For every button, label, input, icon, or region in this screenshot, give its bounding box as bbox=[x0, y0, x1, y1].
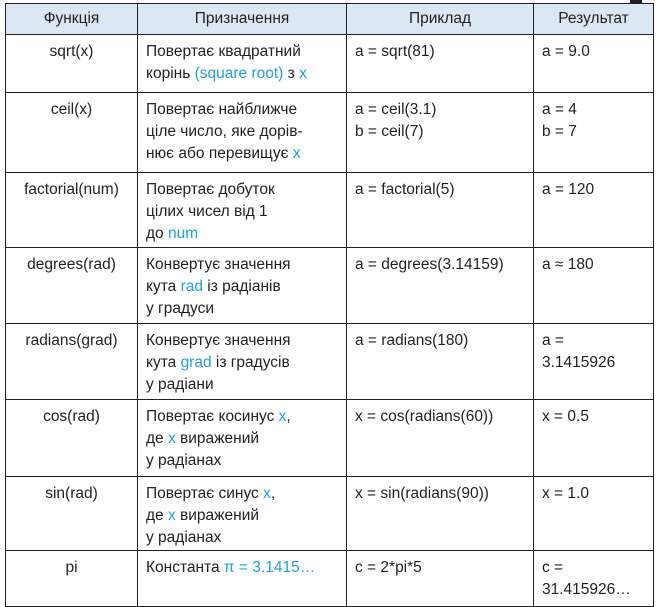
function-cell: sqrt(x) bbox=[6, 35, 138, 93]
header-purpose: Призначення bbox=[138, 4, 347, 35]
example-cell: a = sqrt(81) bbox=[347, 35, 534, 93]
example-cell: x = cos(radians(60)) bbox=[347, 400, 534, 477]
result-cell: a = 4 b = 7 bbox=[534, 93, 654, 173]
purpose-cell: Повертає косинус x, де x виражений у радіанах bbox=[138, 400, 347, 477]
math-functions-table bbox=[5, 3, 654, 607]
function-cell: radians(grad) bbox=[6, 324, 138, 400]
example-cell: a = degrees(3.14159) bbox=[347, 248, 534, 324]
table-row bbox=[6, 173, 654, 248]
example-cell: c = 2*pi*5 bbox=[347, 551, 534, 607]
purpose-cell: Повертає синус x, де x виражений у радіанах bbox=[138, 477, 347, 551]
table-row bbox=[6, 248, 654, 324]
function-cell: cos(rad) bbox=[6, 400, 138, 477]
example-cell: a = factorial(5) bbox=[347, 173, 534, 248]
purpose-cell: Конвертує значення кута grad із градусів у радіани bbox=[138, 324, 347, 400]
table-row bbox=[6, 93, 654, 173]
result-cell: c = 31.415926… bbox=[534, 551, 654, 607]
function-cell: pi bbox=[6, 551, 138, 607]
purpose-cell: Конвертує значення кута rad із радіанів у градуси bbox=[138, 248, 347, 324]
example-cell: x = sin(radians(90)) bbox=[347, 477, 534, 551]
table-row bbox=[6, 400, 654, 477]
table-row bbox=[6, 477, 654, 551]
function-cell: degrees(rad) bbox=[6, 248, 138, 324]
function-cell: factorial(num) bbox=[6, 173, 138, 248]
purpose-cell: Повертає квадратний корінь (square root) з x bbox=[138, 35, 347, 93]
result-cell: a = 3.1415926 bbox=[534, 324, 654, 400]
purpose-cell: Повертає найближче ціле число, яке дорів- нює або перевищує x bbox=[138, 93, 347, 173]
result-cell: a = 120 bbox=[534, 173, 654, 248]
header-example: Приклад bbox=[347, 4, 534, 35]
example-cell: a = radians(180) bbox=[347, 324, 534, 400]
table-row bbox=[6, 35, 654, 93]
result-cell: a ≈ 180 bbox=[534, 248, 654, 324]
header-function: Функція bbox=[6, 4, 138, 35]
purpose-cell: Повертає добуток цілих чисел від 1 до num bbox=[138, 173, 347, 248]
header-row bbox=[6, 4, 654, 35]
table-row bbox=[6, 324, 654, 400]
header-result: Результат bbox=[534, 4, 654, 35]
result-cell: x = 0.5 bbox=[534, 400, 654, 477]
example-cell: a = ceil(3.1) b = ceil(7) bbox=[347, 93, 534, 173]
function-cell: ceil(x) bbox=[6, 93, 138, 173]
purpose-cell: Константа π = 3.1415… bbox=[138, 551, 347, 607]
function-cell: sin(rad) bbox=[6, 477, 138, 551]
table-row bbox=[6, 551, 654, 607]
result-cell: x = 1.0 bbox=[534, 477, 654, 551]
result-cell: a = 9.0 bbox=[534, 35, 654, 93]
